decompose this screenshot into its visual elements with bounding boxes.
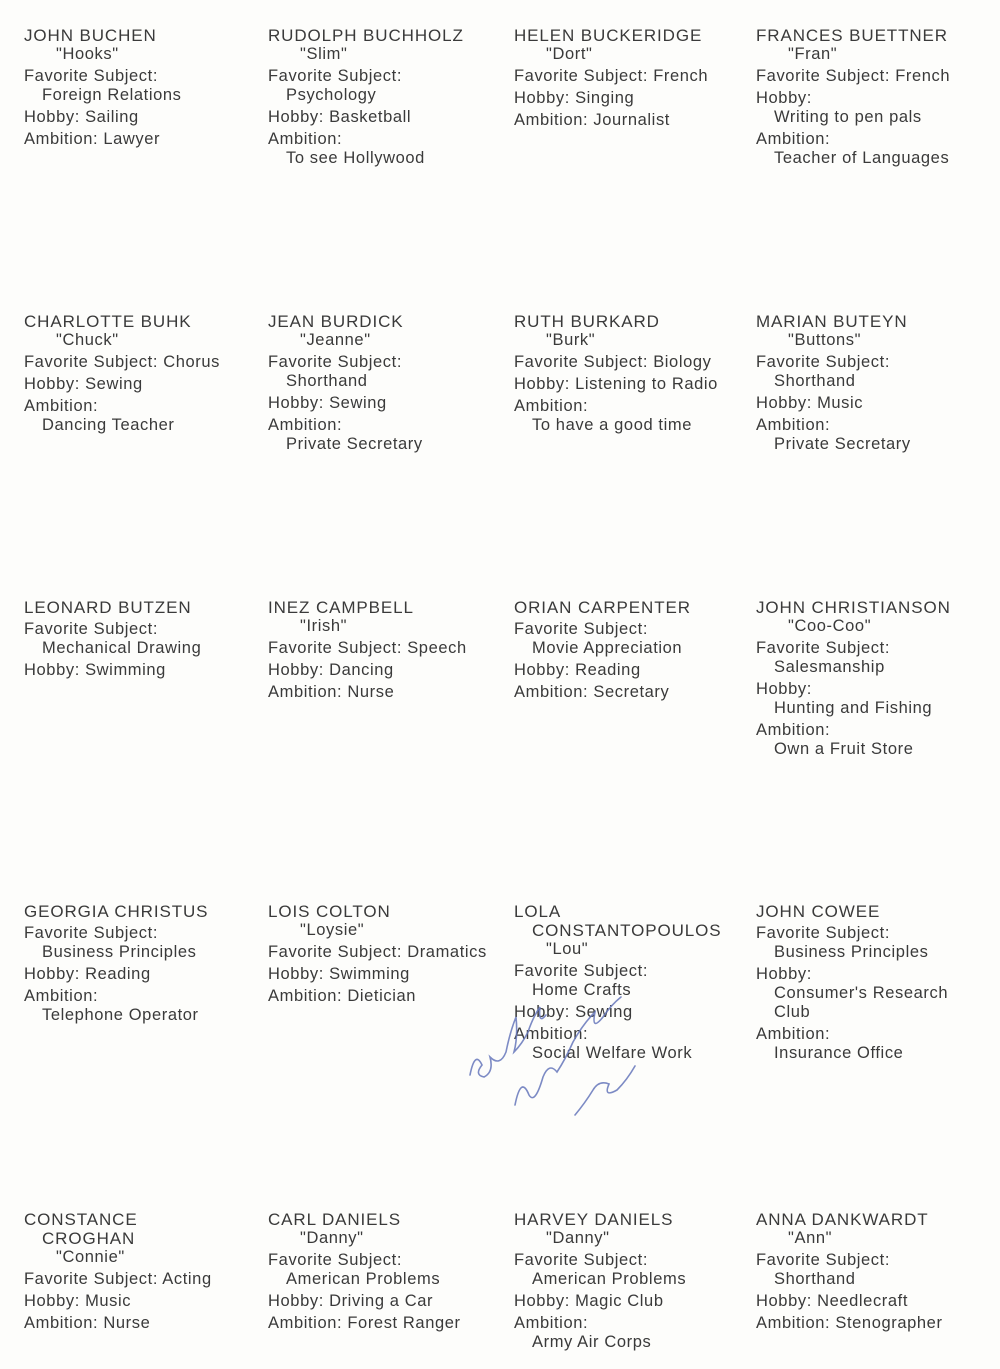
student-name: JOHN COWEE — [756, 902, 881, 921]
student-entry — [268, 598, 498, 702]
student-name: LOLA — [514, 902, 562, 921]
student-nickname: "Hooks" — [56, 45, 119, 63]
field-label: Favorite Subject: — [514, 962, 649, 980]
field-value: Own a Fruit Store — [774, 740, 914, 758]
student-nickname: "Loysie" — [300, 921, 365, 939]
field-label: Hobby: Dancing — [268, 661, 394, 679]
field-label: Favorite Subject: Biology — [514, 353, 712, 371]
field-label: Favorite Subject: French — [756, 67, 951, 85]
field-value: American Problems — [532, 1270, 687, 1288]
field-label: Ambition: Dietician — [268, 987, 417, 1005]
field-label: Ambition: — [24, 397, 99, 415]
student-name-line2: CONSTANTOPOULOS — [532, 921, 722, 940]
field-value: Insurance Office — [774, 1044, 904, 1062]
student-entry — [268, 1210, 498, 1333]
field-label: Favorite Subject: — [756, 639, 891, 657]
field-label: Ambition: Secretary — [514, 683, 670, 701]
student-nickname: "Ann" — [788, 1229, 833, 1247]
field-label: Hobby: Music — [756, 394, 864, 412]
student-entry — [514, 26, 744, 130]
student-entry — [268, 902, 498, 1006]
field-label: Favorite Subject: — [756, 924, 891, 942]
student-name: CARL DANIELS — [268, 1210, 401, 1229]
field-value: Salesmanship — [774, 658, 885, 676]
student-name: LEONARD BUTZEN — [24, 598, 192, 617]
field-value: Shorthand — [286, 372, 368, 390]
field-label: Hobby: Reading — [24, 965, 151, 983]
student-entry — [268, 26, 498, 168]
field-label: Hobby: Listening to Radio — [514, 375, 718, 393]
student-nickname: "Jeanne" — [300, 331, 371, 349]
student-name: ORIAN CARPENTER — [514, 598, 691, 617]
student-nickname: "Coo-Coo" — [788, 617, 872, 635]
field-value: To have a good time — [532, 416, 692, 434]
field-label: Ambition: Stenographer — [756, 1314, 943, 1332]
field-value: American Problems — [286, 1270, 441, 1288]
field-label: Favorite Subject: — [24, 620, 159, 638]
field-label: Favorite Subject: — [268, 67, 403, 85]
field-label: Ambition: Nurse — [268, 683, 395, 701]
student-name: MARIAN BUTEYN — [756, 312, 908, 331]
field-label: Favorite Subject: Speech — [268, 639, 467, 657]
field-label: Hobby: Magic Club — [514, 1292, 664, 1310]
student-nickname: "Fran" — [788, 45, 838, 63]
field-value: Dancing Teacher — [42, 416, 175, 434]
student-name: JOHN CHRISTIANSON — [756, 598, 951, 617]
field-label: Ambition: Journalist — [514, 111, 670, 129]
field-label: Favorite Subject: Acting — [24, 1270, 212, 1288]
student-name: FRANCES BUETTNER — [756, 26, 948, 45]
student-entry — [756, 312, 986, 454]
student-entry — [24, 312, 254, 435]
student-entry — [24, 26, 254, 149]
student-name: CHARLOTTE BUHK — [24, 312, 192, 331]
field-value: Movie Appreciation — [532, 639, 683, 657]
field-label: Favorite Subject: — [24, 67, 159, 85]
field-label: Hobby: — [756, 680, 812, 698]
student-nickname: "Lou" — [546, 940, 589, 958]
field-label: Favorite Subject: French — [514, 67, 709, 85]
field-value: Consumer's Research Club — [774, 984, 949, 1021]
student-nickname: "Chuck" — [56, 331, 119, 349]
student-entry — [514, 1210, 744, 1352]
field-value: Business Principles — [42, 943, 197, 961]
field-label: Hobby: Singing — [514, 89, 635, 107]
student-name: RUDOLPH BUCHHOLZ — [268, 26, 464, 45]
student-entry — [24, 902, 254, 1025]
field-value: To see Hollywood — [286, 149, 425, 167]
field-label: Favorite Subject: — [514, 620, 649, 638]
field-label: Ambition: — [756, 1025, 831, 1043]
student-nickname: "Burk" — [546, 331, 596, 349]
student-entry — [514, 902, 744, 1063]
field-value: Foreign Relations — [42, 86, 182, 104]
field-label: Ambition: — [514, 397, 589, 415]
student-entry — [756, 26, 986, 168]
student-name: HARVEY DANIELS — [514, 1210, 674, 1229]
student-name: ANNA DANKWARDT — [756, 1210, 929, 1229]
field-label: Favorite Subject: Chorus — [24, 353, 220, 371]
student-nickname: "Danny" — [546, 1229, 610, 1247]
field-label: Favorite Subject: — [268, 1251, 403, 1269]
student-entry — [514, 598, 744, 702]
student-nickname: "Dort" — [546, 45, 593, 63]
field-value: Teacher of Languages — [774, 149, 950, 167]
field-value: Private Secretary — [774, 435, 911, 453]
student-nickname: "Irish" — [300, 617, 348, 635]
student-name: INEZ CAMPBELL — [268, 598, 414, 617]
field-label: Ambition: Forest Ranger — [268, 1314, 461, 1332]
field-label: Hobby: Sailing — [24, 108, 139, 126]
field-label: Ambition: — [24, 987, 99, 1005]
student-entry — [24, 598, 254, 680]
field-label: Hobby: Sewing — [268, 394, 387, 412]
field-value: Writing to pen pals — [774, 108, 922, 126]
field-label: Favorite Subject: — [756, 353, 891, 371]
field-value: Psychology — [286, 86, 377, 104]
student-name: CONSTANCE — [24, 1210, 138, 1229]
student-entry — [24, 1210, 254, 1333]
field-label: Hobby: Music — [24, 1292, 132, 1310]
field-label: Hobby: — [756, 89, 812, 107]
field-label: Hobby: Driving a Car — [268, 1292, 434, 1310]
field-label: Favorite Subject: — [514, 1251, 649, 1269]
field-label: Hobby: Needlecraft — [756, 1292, 909, 1310]
student-name: RUTH BURKARD — [514, 312, 660, 331]
student-entry — [756, 598, 986, 759]
field-value: Business Principles — [774, 943, 929, 961]
field-label: Ambition: Lawyer — [24, 130, 161, 148]
student-name-line2: CROGHAN — [42, 1229, 136, 1248]
field-label: Hobby: Sewing — [24, 375, 143, 393]
field-label: Ambition: — [756, 721, 831, 739]
field-label: Favorite Subject: Dramatics — [268, 943, 487, 961]
field-value: Telephone Operator — [42, 1006, 199, 1024]
field-label: Hobby: — [756, 965, 812, 983]
field-label: Ambition: — [268, 130, 343, 148]
field-value: Private Secretary — [286, 435, 423, 453]
student-name: LOIS COLTON — [268, 902, 391, 921]
field-label: Ambition: — [514, 1025, 589, 1043]
student-entry — [756, 1210, 986, 1333]
field-label: Ambition: Nurse — [24, 1314, 151, 1332]
field-label: Favorite Subject: — [756, 1251, 891, 1269]
student-name: JOHN BUCHEN — [24, 26, 157, 45]
student-name: HELEN BUCKERIDGE — [514, 26, 703, 45]
field-label: Hobby: Swimming — [24, 661, 166, 679]
student-nickname: "Connie" — [56, 1248, 125, 1266]
field-label: Ambition: — [756, 130, 831, 148]
field-value: Shorthand — [774, 1270, 856, 1288]
field-label: Favorite Subject: — [24, 924, 159, 942]
student-nickname: "Slim" — [300, 45, 348, 63]
field-value: Shorthand — [774, 372, 856, 390]
field-value: Home Crafts — [532, 981, 632, 999]
student-nickname: "Danny" — [300, 1229, 364, 1247]
student-entry — [756, 902, 986, 1063]
student-entry — [268, 312, 498, 454]
student-entry — [514, 312, 744, 435]
field-value: Mechanical Drawing — [42, 639, 202, 657]
field-label: Hobby: Reading — [514, 661, 641, 679]
student-name: JEAN BURDICK — [268, 312, 404, 331]
field-label: Favorite Subject: — [268, 353, 403, 371]
student-name: GEORGIA CHRISTUS — [24, 902, 209, 921]
field-label: Ambition: — [268, 416, 343, 434]
field-label: Ambition: — [514, 1314, 589, 1332]
field-label: Hobby: Basketball — [268, 108, 412, 126]
field-value: Hunting and Fishing — [774, 699, 933, 717]
field-value: Social Welfare Work — [532, 1044, 693, 1062]
field-label: Ambition: — [756, 416, 831, 434]
field-value: Army Air Corps — [532, 1333, 652, 1351]
field-label: Hobby: Sewing — [514, 1003, 633, 1021]
student-nickname: "Buttons" — [788, 331, 862, 349]
field-label: Hobby: Swimming — [268, 965, 410, 983]
